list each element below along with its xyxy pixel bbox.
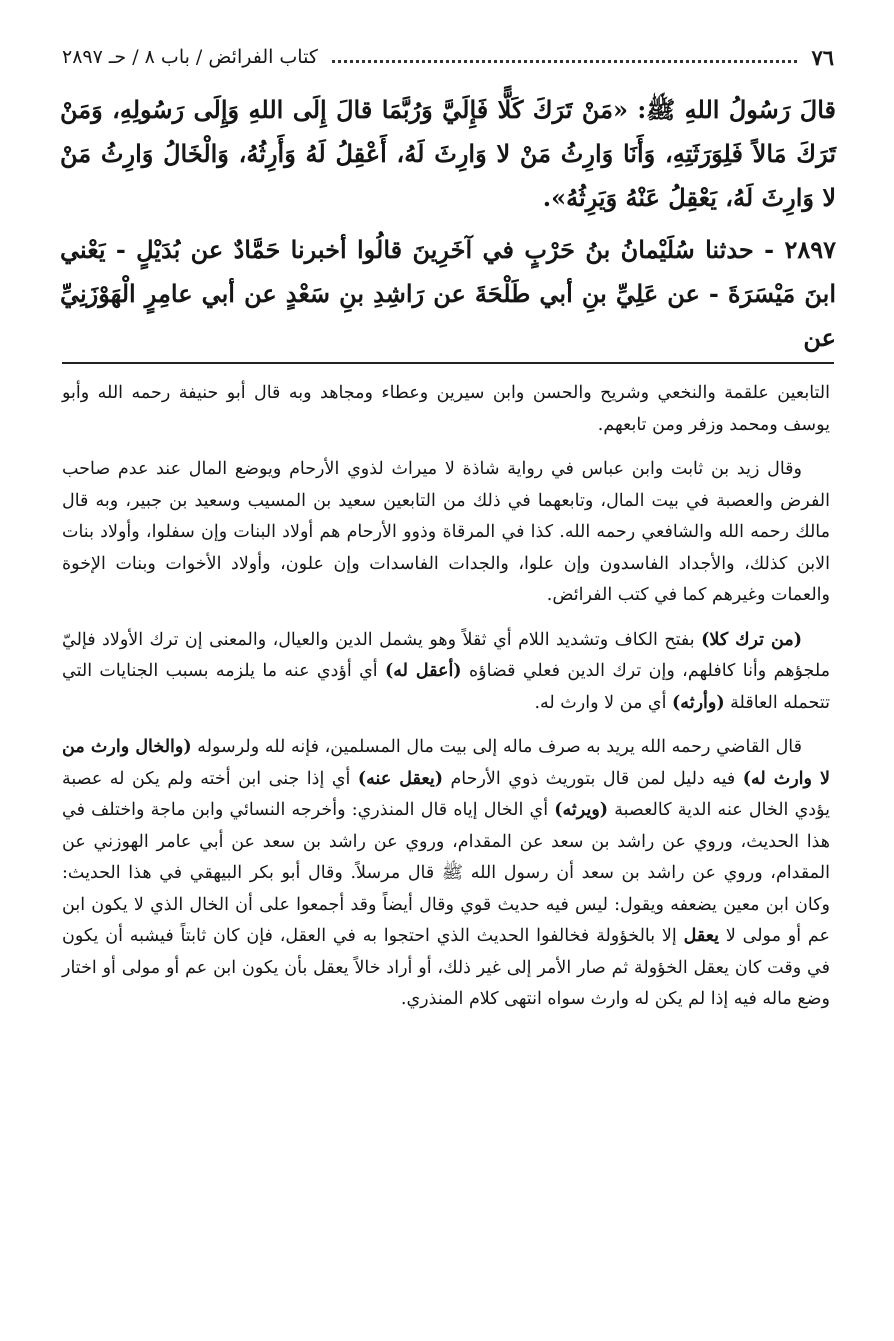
page-number: ٧٦ [811, 44, 834, 70]
quoted-term: (ويرثه) [554, 800, 609, 820]
quoted-term: (يعقل عنه) [357, 768, 443, 789]
hadith-isnad-text: - حدثنا سُلَيْمانُ بنُ حَرْبٍ في آخَرِينَ قالُوا أخبرنا حَمَّادٌ عن بُدَيْلٍ - يَعْني ابنَ مَيْسَرَةَ - عن عَلِيِّ بنِ أبي طَلْحَةَ عن رَاشِدِ بنِ سَعْدٍ عن أبي عامِرٍ الْهَوْزَنِيِّ عن [60, 235, 836, 352]
commentary-text: أي الخال إياه قال المنذري: وأخرجه النسائي وابن ماجة واختلف في هذا الحديث، وروي عن راشد بن سعد عن المقدام، وروي عن راشد بن سعد عن أبي عامر الهوزني عن المقدام، وروي عن راشد بن سعد أن رسول الله ﷺ قال مرسلاً. وقال أبو بكر البيهقي في هذا الحديث: وكان ابن معين يضعفه ويقول: ليس فيه حديث قوي وقال أيضاً وقد أجمعوا على أن الخال الذي لا يكون ابن عم أو مولى لا [62, 800, 830, 946]
commentary-text: أي إذا جنى ابن أخته ولم يكن له عصبة يؤدي الخال عنه الدية كالعصبة [62, 768, 830, 820]
commentary-text: أي أؤدي عنه ما يلزمه بسبب الجنايات التي تتحمله العاقلة [62, 661, 830, 713]
commentary-text: قال القاضي رحمه الله يريد به صرف ماله إلى بيت مال المسلمين، فإنه لله ولرسوله [191, 737, 802, 757]
quoted-term: (من ترك كلا) [701, 629, 802, 650]
quoted-term: (والخال وارث من لا وارث له) [62, 737, 830, 789]
commentary-paragraph [62, 625, 830, 720]
commentary [62, 378, 830, 1029]
hadith-number: ٢٨٩٧ [784, 235, 837, 264]
quoted-term: يعقل [683, 926, 720, 946]
quoted-term: (وأرثه) [672, 692, 725, 713]
commentary-text: إلا بالخؤولة فخالفوا الحديث الذي احتجوا به في العقل، فإن كان ثابتاً فيشبه أن يكون في وقت كان يعقل الخؤولة ثم صار الأمر إلى غير ذلك، أو أراد خالاً يعقل بأن يكون ابن عم أو مولى أو اختار وضع ماله فيه إذا لم يكن له وارث سواه انتهى كلام المنذري. [62, 926, 830, 1009]
hadith-text [60, 88, 836, 368]
commentary-text: أي من لا وارث له. [534, 692, 673, 713]
hadith-body: قالَ رَسُولُ اللهِ ﷺ: «مَنْ تَرَكَ كَلًّا فَإِلَيَّ وَرُبَّمَا قالَ إِلَى اللهِ وَإِلَى رَسُولِهِ، وَمَنْ تَرَكَ مَالاً فَلِوَرَثَتِهِ، وَأَنَا وَارِثُ مَنْ لا وَارِثَ لَهُ، أَعْقِلُ لَهُ وَأَرِثُهُ، وَالْخَالُ وَارِثُ مَنْ لا وَارِثَ لَهُ، يَعْقِلُ عَنْهُ وَيَرِثُهُ». [60, 95, 836, 212]
header-title: كتاب الفرائض / باب ٨ / حـ ٢٨٩٧ [62, 46, 318, 68]
hadith-isnad [60, 228, 836, 360]
commentary-paragraph: التابعين علقمة والنخعي وشريح والحسن وابن سيرين وعطاء ومجاهد وبه قال أبو حنيفة رحمه الله وأبو يوسف ومحمد وزفر ومن تابعهم. [62, 383, 830, 435]
quoted-term: (أعقل له) [385, 661, 462, 681]
header-dotted-leader [332, 60, 798, 63]
page-header [62, 40, 834, 74]
footnote-divider [62, 362, 834, 364]
commentary-paragraph [62, 732, 830, 1016]
commentary-paragraph: وقال زيد بن ثابت وابن عباس في رواية شاذة لا ميراث لذوي الأرحام ويوضع المال عند عدم صاحب الفرض والعصبة في بيت المال، وتابعهما في ذلك من التابعين سعيد بن المسيب وسعيد بن جبير، وبه قال مالك رحمه الله والشافعي رحمه الله. كذا في المرقاة وذوو الأرحام هم أولاد البنات وإن سفلوا، وأولاد بنات الابن كذلك، والأجداد الفاسدون وإن علوا، والجدات الفاسدات وإن علون، وأولاد الأخوات وبنات الإخوة والعمات وغيرهم كما في كتب الفرائض. [62, 459, 830, 605]
commentary-text: بفتح الكاف وتشديد اللام أي ثقلاً وهو يشمل الدين والعيال، والمعنى إن ترك الأولاد فإليّ ملجؤهم وأنا كافلهم، وإن ترك الدين فعلي قضاؤه [62, 629, 830, 681]
commentary-text: فيه دليل لمن قال بتوريث ذوي الأرحام [442, 768, 743, 789]
